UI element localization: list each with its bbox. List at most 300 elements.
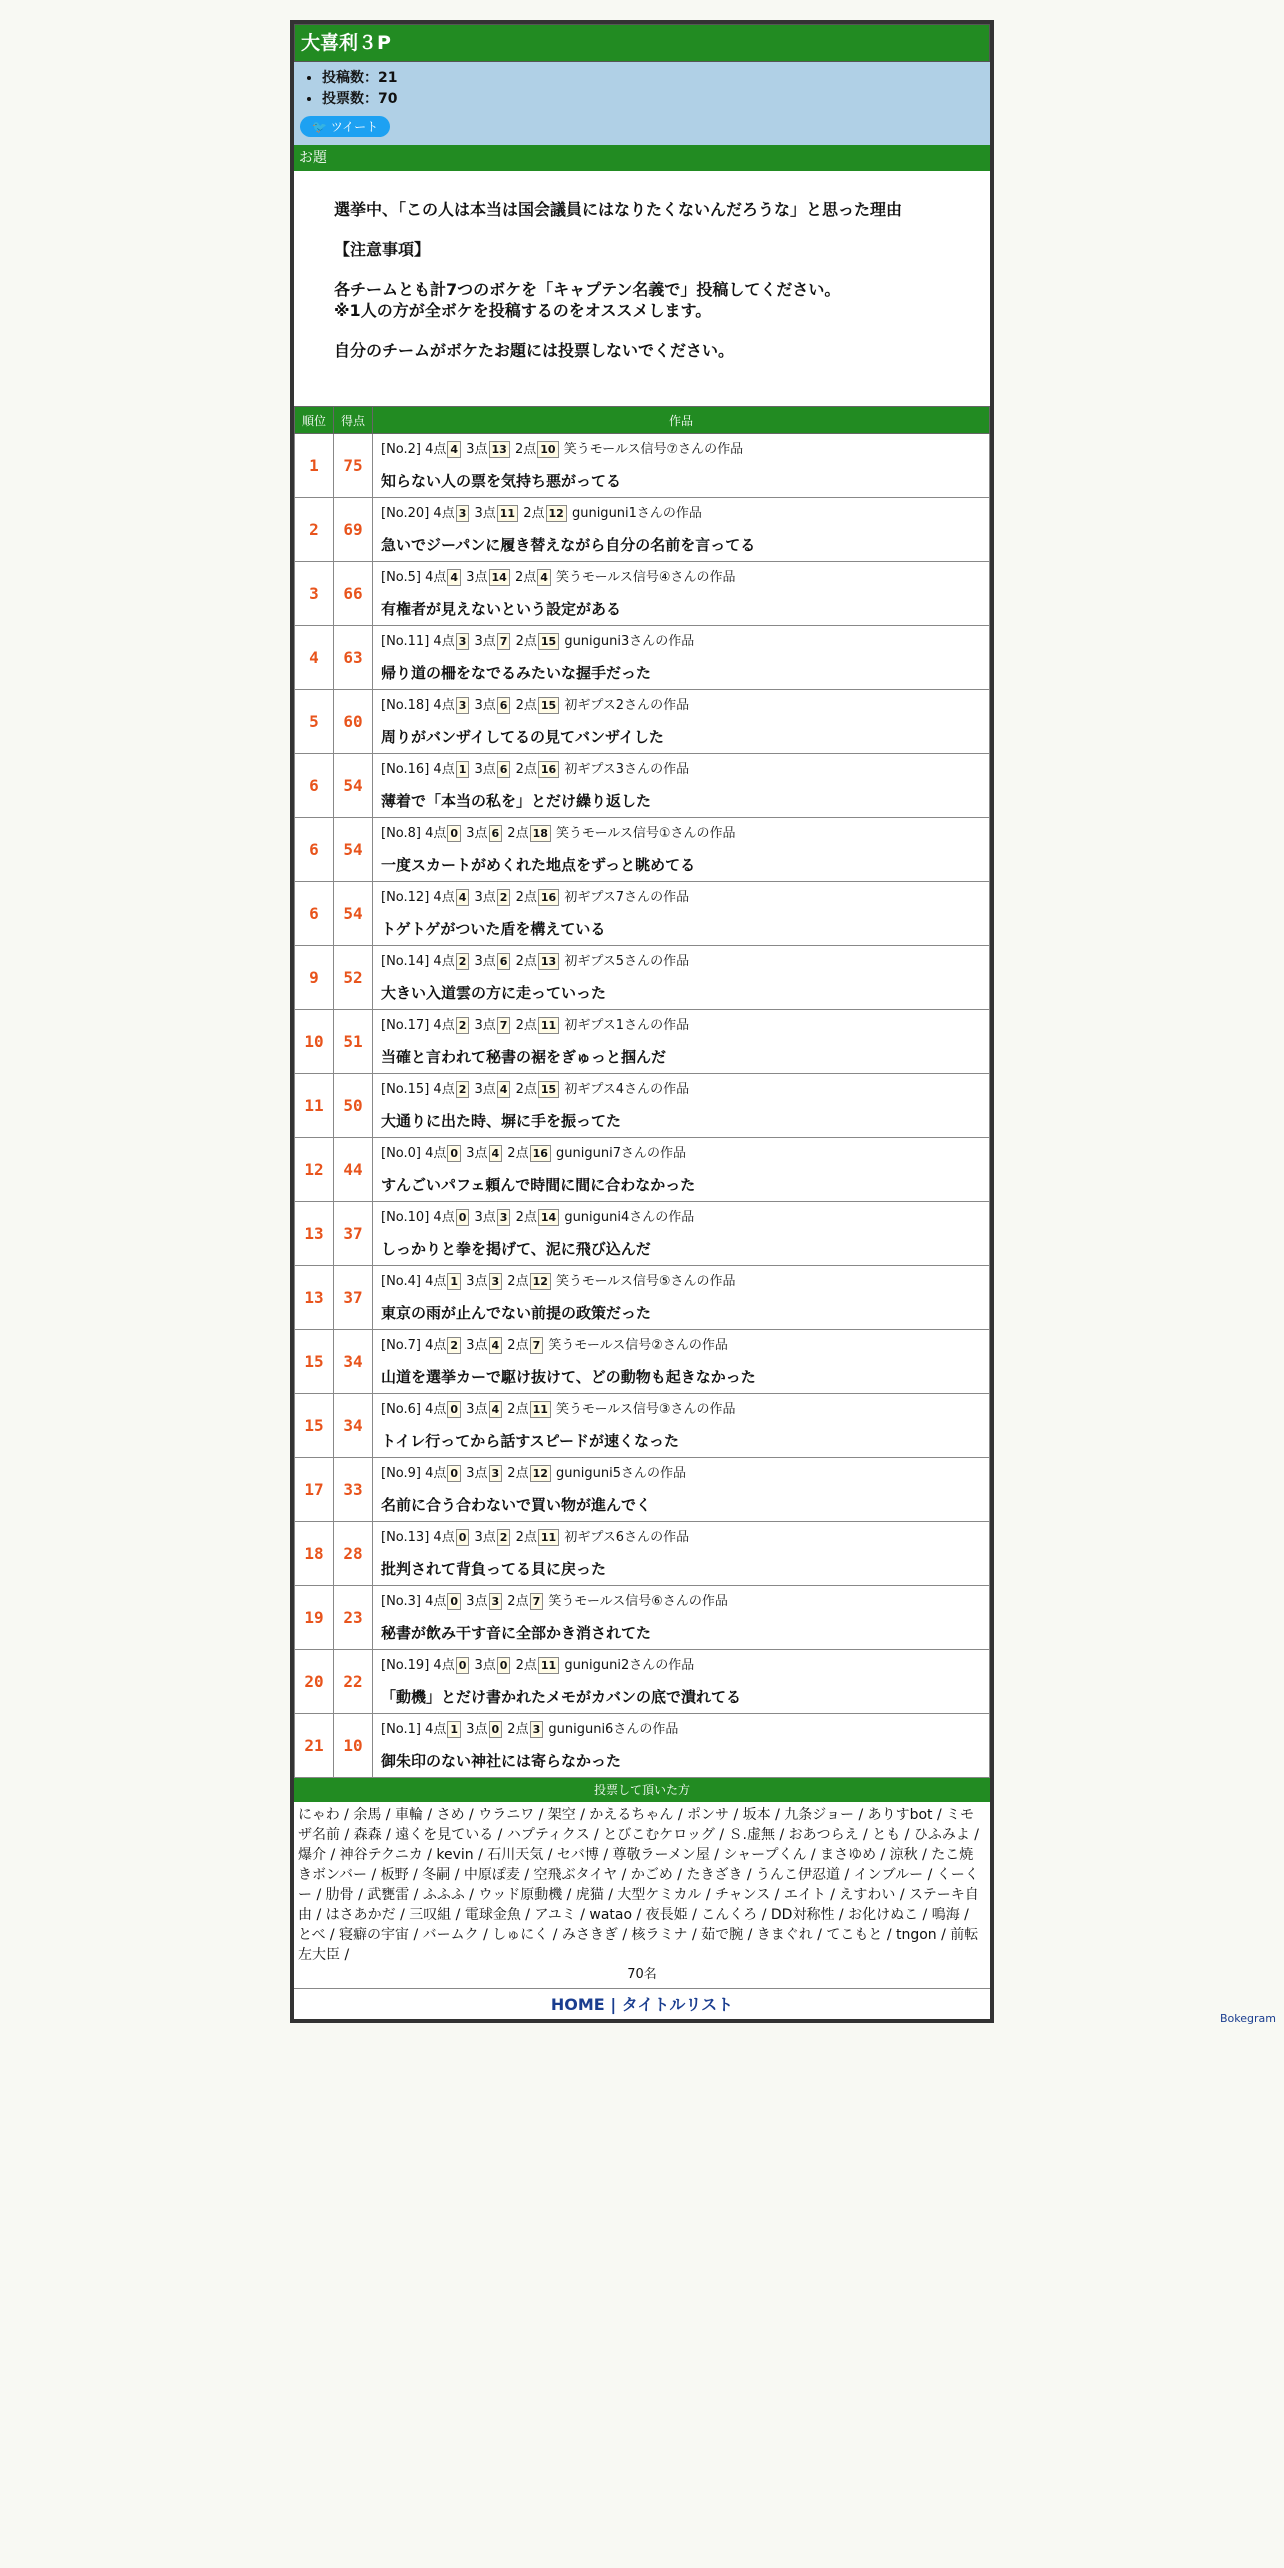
score-cell: 34 xyxy=(334,1330,373,1394)
rank-cell: 20 xyxy=(295,1650,334,1714)
entry-text: 大通りに出た時、塀に手を振ってた xyxy=(381,1111,622,1130)
entry-meta xyxy=(381,1145,989,1163)
points-2-count: 16 xyxy=(538,761,559,778)
footer-separator: | xyxy=(610,1995,617,2014)
points-2-label: 2点 xyxy=(515,1209,537,1225)
points-3-label: 3点 xyxy=(466,441,488,457)
score-cell: 34 xyxy=(334,1394,373,1458)
page-title: 大喜利３P xyxy=(294,24,990,62)
work-cell xyxy=(373,434,990,498)
points-2-count: 3 xyxy=(530,1721,544,1738)
points-3-label: 3点 xyxy=(474,505,496,521)
points-3-label: 3点 xyxy=(474,1209,496,1225)
table-row xyxy=(295,498,990,562)
points-2-label: 2点 xyxy=(507,1721,529,1737)
work-cell xyxy=(373,818,990,882)
points-4-count: 0 xyxy=(456,1657,470,1674)
work-cell xyxy=(373,1074,990,1138)
points-2-label: 2点 xyxy=(515,1017,537,1033)
rank-cell: 6 xyxy=(295,818,334,882)
work-cell xyxy=(373,946,990,1010)
work-cell xyxy=(373,562,990,626)
points-4-label: 4点 xyxy=(425,1145,447,1161)
voters-heading: 投票して頂いた方 xyxy=(294,1778,990,1802)
rank-cell: 11 xyxy=(295,1074,334,1138)
points-2-count: 11 xyxy=(538,1657,559,1674)
post-count: • 投稿数：21 xyxy=(322,68,984,89)
points-4-label: 4点 xyxy=(425,1465,447,1481)
entry-author: guniguni1さんの作品 xyxy=(571,505,702,521)
points-4-label: 4点 xyxy=(433,697,455,713)
score-cell: 37 xyxy=(334,1266,373,1330)
points-4-count: 3 xyxy=(456,633,470,650)
points-2-count: 12 xyxy=(530,1273,551,1290)
points-2-label: 2点 xyxy=(515,953,537,969)
points-3-label: 3点 xyxy=(466,1273,488,1289)
footer-nav xyxy=(294,1988,990,2019)
entry-meta xyxy=(381,633,989,651)
points-4-count: 0 xyxy=(447,1401,461,1418)
entry-text: トイレ行ってから話すスピードが速くなった xyxy=(381,1431,680,1450)
title-list-link[interactable]: タイトルリスト xyxy=(621,1995,734,2014)
points-3-count: 4 xyxy=(489,1145,503,1162)
table-row xyxy=(295,1458,990,1522)
page-container xyxy=(290,20,994,2023)
points-2-label: 2点 xyxy=(515,633,537,649)
entry-number: [No.3] xyxy=(381,1593,421,1609)
score-cell: 28 xyxy=(334,1522,373,1586)
entry-number: [No.4] xyxy=(381,1273,421,1289)
table-row xyxy=(295,1586,990,1650)
entry-meta xyxy=(381,1401,989,1419)
bokegram-link[interactable]: Bokegram xyxy=(1220,2012,1276,2025)
entry-text: トゲトゲがついた盾を構えている xyxy=(381,919,606,938)
entry-number: [No.13] xyxy=(381,1529,430,1545)
work-cell xyxy=(373,1522,990,1586)
table-row xyxy=(295,754,990,818)
entry-author: guniguni3さんの作品 xyxy=(564,633,695,649)
points-3-count: 3 xyxy=(489,1465,503,1482)
work-cell xyxy=(373,1266,990,1330)
points-4-label: 4点 xyxy=(433,953,455,969)
work-cell xyxy=(373,1330,990,1394)
rank-cell: 4 xyxy=(295,626,334,690)
rank-cell: 2 xyxy=(295,498,334,562)
entry-text: 「動機」とだけ書かれたメモがカバンの底で潰れてる xyxy=(381,1687,742,1706)
rank-cell: 6 xyxy=(295,882,334,946)
points-2-label: 2点 xyxy=(515,1081,537,1097)
points-3-count: 7 xyxy=(497,1017,511,1034)
prompt-rule: 自分のチームがボケたお題には投票しないでください。 xyxy=(334,341,735,360)
voter-names: にゃわ / 余馬 / 車輪 / さめ / ウラニワ / 架空 / かえるちゃん / ポンサ / 坂本 / 九条ジョー / ありすbot / ミモザ名前 / 森森 / 遠くを見ている / ハプティクス / とびこむケロッグ / Ｓ.虚無 / おあつらえ / とも / ひふみよ / 爆介 / 神谷テクニカ / kevin / 石川天気 / セバ博 / 尊敬ラーメン屋 / シャープくん / まさゆめ / 涼秋 / たこ焼きボンバー / 板野 / 冬嗣 / 中原ぽ麦 / 空飛ぶタイヤ / かごめ / たきざき / うんこ伊忍道 / インブルー / くーくー / 肋骨 / 武甕雷 / ふふふ / ウッド原動機 / 虎猫 / 大型ケミカル / チャンス / エイト / えすわい / ステーキ自由 / はさあかだ / 三叹組 / 電球金魚 / アユミ / watao / 夜長姫 / こんくろ / DD対称性 / お化けぬこ / 鳴海 / とべ / 寝癖の宇宙 / バームク / しゅにく / みさきぎ / 核ラミナ / 茹で腕 / きまぐれ / てこもと / tngon / 前転左大臣 / xyxy=(298,1807,980,1963)
points-4-label: 4点 xyxy=(433,1081,455,1097)
points-4-label: 4点 xyxy=(433,505,455,521)
points-3-count: 2 xyxy=(497,889,511,906)
points-3-count: 4 xyxy=(489,1337,503,1354)
points-3-count: 4 xyxy=(489,1401,503,1418)
prompt-notes-heading: 【注意事項】 xyxy=(334,240,431,259)
points-3-count: 3 xyxy=(497,1209,511,1226)
points-4-label: 4点 xyxy=(433,889,455,905)
points-2-count: 11 xyxy=(538,1017,559,1034)
points-2-label: 2点 xyxy=(515,1657,537,1673)
work-cell xyxy=(373,1202,990,1266)
points-2-label: 2点 xyxy=(523,505,545,521)
entry-number: [No.6] xyxy=(381,1401,421,1417)
voter-count: 70名 xyxy=(627,1967,657,1982)
points-4-label: 4点 xyxy=(425,1337,447,1353)
table-row xyxy=(295,1010,990,1074)
entry-author: 初ギプス2さんの作品 xyxy=(564,697,690,713)
points-3-label: 3点 xyxy=(474,633,496,649)
score-cell: 50 xyxy=(334,1074,373,1138)
entry-number: [No.19] xyxy=(381,1657,430,1673)
points-4-count: 2 xyxy=(456,1017,470,1034)
points-4-label: 4点 xyxy=(433,1209,455,1225)
points-3-label: 3点 xyxy=(466,1721,488,1737)
entry-author: 笑うモールス信号①さんの作品 xyxy=(556,825,736,841)
points-3-count: 0 xyxy=(497,1657,511,1674)
entry-text: 山道を選挙カーで駆け抜けて、どの動物も起きなかった xyxy=(381,1367,756,1386)
points-4-label: 4点 xyxy=(425,1593,447,1609)
points-2-count: 12 xyxy=(530,1465,551,1482)
points-4-label: 4点 xyxy=(425,569,447,585)
entry-meta xyxy=(381,697,989,715)
entry-meta xyxy=(381,889,989,907)
points-2-label: 2点 xyxy=(514,569,537,585)
score-cell: 52 xyxy=(334,946,373,1010)
score-cell: 51 xyxy=(334,1010,373,1074)
points-2-count: 14 xyxy=(538,1209,559,1226)
rank-cell: 19 xyxy=(295,1586,334,1650)
points-3-label: 3点 xyxy=(474,697,496,713)
points-4-count: 0 xyxy=(456,1529,470,1546)
entry-author: guniguni7さんの作品 xyxy=(556,1145,686,1161)
entry-meta xyxy=(381,1657,989,1675)
entry-text: 大きい入道雲の方に走っていった xyxy=(381,983,607,1002)
points-2-label: 2点 xyxy=(515,889,537,905)
points-4-count: 2 xyxy=(456,1081,470,1098)
entry-author: 笑うモールス信号④さんの作品 xyxy=(556,569,736,585)
points-2-label: 2点 xyxy=(515,1529,537,1545)
score-cell: 66 xyxy=(334,562,373,626)
score-cell: 63 xyxy=(334,626,373,690)
points-4-label: 4点 xyxy=(433,633,455,649)
entry-text: 周りがバンザイしてるの見てバンザイした xyxy=(381,727,664,746)
points-4-label: 4点 xyxy=(425,825,447,841)
points-2-count: 4 xyxy=(537,569,551,586)
rank-header: 順位 xyxy=(295,407,334,434)
entry-meta xyxy=(381,1465,989,1483)
entry-author: 笑うモールス信号⑤さんの作品 xyxy=(556,1273,736,1289)
work-cell xyxy=(373,1458,990,1522)
entry-text: 批判されて背負ってる貝に戻った xyxy=(381,1559,607,1578)
points-3-label: 3点 xyxy=(474,1081,496,1097)
voters-list xyxy=(294,1802,990,1988)
table-row xyxy=(295,1074,990,1138)
entry-meta xyxy=(381,1081,989,1099)
entry-number: [No.5] xyxy=(381,569,421,585)
points-3-count: 3 xyxy=(489,1593,503,1610)
ranking-table xyxy=(294,406,990,1778)
score-cell: 10 xyxy=(334,1714,373,1778)
points-4-count: 1 xyxy=(447,1273,461,1290)
points-3-count: 4 xyxy=(497,1081,511,1098)
rank-cell: 6 xyxy=(295,754,334,818)
rank-cell: 21 xyxy=(295,1714,334,1778)
work-cell xyxy=(373,1650,990,1714)
entry-text: 帰り道の柵をなでるみたいな握手だった xyxy=(381,663,652,682)
points-4-count: 0 xyxy=(447,1465,461,1482)
points-4-count: 0 xyxy=(447,1593,461,1610)
entry-author: 笑うモールス信号⑥さんの作品 xyxy=(548,1593,728,1609)
points-4-label: 4点 xyxy=(425,1273,447,1289)
entry-number: [No.1] xyxy=(381,1721,421,1737)
points-4-count: 1 xyxy=(447,1721,461,1738)
entry-text: 薄着で「本当の私を」とだけ繰り返した xyxy=(381,791,652,810)
entry-text: 東京の雨が止んでない前提の政策だった xyxy=(381,1303,652,1322)
table-row xyxy=(295,882,990,946)
points-4-label: 4点 xyxy=(433,1657,455,1673)
rank-cell: 9 xyxy=(295,946,334,1010)
rank-cell: 15 xyxy=(295,1394,334,1458)
entry-number: [No.18] xyxy=(381,697,430,713)
entry-meta xyxy=(381,441,989,459)
work-cell xyxy=(373,882,990,946)
stats-panel xyxy=(294,62,990,145)
points-4-count: 4 xyxy=(447,569,461,586)
entry-number: [No.11] xyxy=(381,633,430,649)
points-4-count: 4 xyxy=(447,441,461,458)
table-row xyxy=(295,562,990,626)
work-cell xyxy=(373,1138,990,1202)
points-3-count: 6 xyxy=(489,825,503,842)
points-3-count: 0 xyxy=(489,1721,503,1738)
points-2-label: 2点 xyxy=(507,1401,529,1417)
points-3-label: 3点 xyxy=(474,953,496,969)
prompt-body xyxy=(294,171,990,406)
rank-cell: 3 xyxy=(295,562,334,626)
points-2-label: 2点 xyxy=(515,697,537,713)
table-row xyxy=(295,1714,990,1778)
entry-text: 秘書が飲み干す音に全部かき消されてた xyxy=(381,1623,652,1642)
points-3-count: 2 xyxy=(497,1529,511,1546)
score-cell: 60 xyxy=(334,690,373,754)
entry-author: 笑うモールス信号⑦さんの作品 xyxy=(563,441,744,457)
score-cell: 54 xyxy=(334,818,373,882)
entry-text: しっかりと拳を掲げて、泥に飛び込んだ xyxy=(381,1239,651,1258)
work-cell xyxy=(373,626,990,690)
entry-author: 初ギプス6さんの作品 xyxy=(564,1529,690,1545)
rank-cell: 5 xyxy=(295,690,334,754)
home-link[interactable]: HOME xyxy=(550,1995,605,2014)
points-3-count: 14 xyxy=(489,569,510,586)
rank-cell: 13 xyxy=(295,1266,334,1330)
points-3-label: 3点 xyxy=(466,1593,488,1609)
entry-text: 当確と言われて秘書の裾をぎゅっと掴んだ xyxy=(381,1047,667,1066)
entry-author: 初ギプス1さんの作品 xyxy=(564,1017,690,1033)
rank-cell: 12 xyxy=(295,1138,334,1202)
table-row xyxy=(295,690,990,754)
prompt-rule: 各チームとも計7つのボケを「キャプテン名義で」投稿してください。 ※1人の方が全ボケを投稿するのをオススメします。 xyxy=(334,280,841,320)
vote-count: • 投票数：70 xyxy=(322,89,984,110)
points-2-count: 16 xyxy=(538,889,559,906)
points-4-label: 4点 xyxy=(425,1721,447,1737)
work-header: 作品 xyxy=(373,407,990,434)
tweet-label: ツイート xyxy=(330,120,379,134)
entry-meta xyxy=(381,953,989,971)
work-cell xyxy=(373,498,990,562)
entry-text: すんごいパフェ頼んで時間に間に合わなかった xyxy=(381,1175,696,1194)
entry-meta xyxy=(381,761,989,779)
score-cell: 33 xyxy=(334,1458,373,1522)
theme-label: お題 xyxy=(294,145,990,171)
rank-cell: 1 xyxy=(295,434,334,498)
entry-text: 急いでジーパンに履き替えながら自分の名前を言ってる xyxy=(381,535,756,554)
entry-author: 初ギプス7さんの作品 xyxy=(564,889,690,905)
points-3-label: 3点 xyxy=(466,1401,488,1417)
points-4-count: 0 xyxy=(447,825,461,842)
table-row xyxy=(295,818,990,882)
points-3-label: 3点 xyxy=(466,1145,488,1161)
points-2-label: 2点 xyxy=(514,441,537,457)
points-4-label: 4点 xyxy=(433,761,455,777)
table-row xyxy=(295,1330,990,1394)
table-row xyxy=(295,626,990,690)
entry-author: guniguni4さんの作品 xyxy=(564,1209,695,1225)
score-cell: 23 xyxy=(334,1586,373,1650)
points-2-label: 2点 xyxy=(507,1273,529,1289)
entry-number: [No.17] xyxy=(381,1017,430,1033)
entry-number: [No.16] xyxy=(381,761,430,777)
entry-number: [No.7] xyxy=(381,1337,421,1353)
score-header: 得点 xyxy=(334,407,373,434)
entry-number: [No.8] xyxy=(381,825,421,841)
points-2-label: 2点 xyxy=(507,1465,529,1481)
score-cell: 22 xyxy=(334,1650,373,1714)
points-2-count: 18 xyxy=(530,825,551,842)
entry-meta xyxy=(381,505,989,523)
points-3-label: 3点 xyxy=(466,825,488,841)
points-4-count: 3 xyxy=(456,697,470,714)
entry-meta xyxy=(381,1593,989,1611)
entry-number: [No.10] xyxy=(381,1209,430,1225)
points-2-count: 15 xyxy=(538,633,559,650)
points-3-count: 6 xyxy=(497,761,511,778)
points-3-count: 6 xyxy=(497,953,511,970)
points-4-count: 2 xyxy=(447,1337,461,1354)
points-3-label: 3点 xyxy=(474,1017,496,1033)
table-row xyxy=(295,1202,990,1266)
points-2-count: 13 xyxy=(538,953,559,970)
work-cell xyxy=(373,1714,990,1778)
work-cell xyxy=(373,1394,990,1458)
entry-author: 笑うモールス信号③さんの作品 xyxy=(556,1401,736,1417)
points-3-label: 3点 xyxy=(474,889,496,905)
points-3-label: 3点 xyxy=(474,1657,496,1673)
entry-meta xyxy=(381,1721,989,1739)
entry-author: 初ギプス3さんの作品 xyxy=(564,761,690,777)
score-cell: 69 xyxy=(334,498,373,562)
points-2-count: 10 xyxy=(537,441,558,458)
table-row xyxy=(295,1650,990,1714)
table-row xyxy=(295,1138,990,1202)
entry-number: [No.0] xyxy=(381,1145,421,1161)
rank-cell: 10 xyxy=(295,1010,334,1074)
entry-text: 有権者が見えないという設定がある xyxy=(381,599,622,618)
points-4-label: 4点 xyxy=(433,1017,455,1033)
entry-author: 初ギプス5さんの作品 xyxy=(564,953,690,969)
points-2-count: 15 xyxy=(538,1081,559,1098)
points-3-count: 6 xyxy=(497,697,511,714)
table-row xyxy=(295,1522,990,1586)
entry-number: [No.12] xyxy=(381,889,430,905)
work-cell xyxy=(373,754,990,818)
points-4-label: 4点 xyxy=(433,1529,455,1545)
rank-cell: 13 xyxy=(295,1202,334,1266)
table-row xyxy=(295,434,990,498)
points-2-count: 7 xyxy=(530,1337,544,1354)
work-cell xyxy=(373,1010,990,1074)
points-2-count: 15 xyxy=(538,697,559,714)
points-4-label: 4点 xyxy=(425,441,447,457)
points-2-label: 2点 xyxy=(507,825,529,841)
table-row xyxy=(295,1266,990,1330)
score-cell: 54 xyxy=(334,754,373,818)
points-3-count: 7 xyxy=(497,633,511,650)
points-2-label: 2点 xyxy=(507,1337,529,1353)
rank-cell: 17 xyxy=(295,1458,334,1522)
points-3-label: 3点 xyxy=(474,761,496,777)
score-cell: 44 xyxy=(334,1138,373,1202)
points-3-count: 3 xyxy=(489,1273,503,1290)
entry-number: [No.9] xyxy=(381,1465,421,1481)
points-4-count: 1 xyxy=(456,761,470,778)
entry-meta xyxy=(381,1337,989,1355)
points-4-label: 4点 xyxy=(425,1401,447,1417)
twitter-bird-icon: 🐦 xyxy=(312,120,327,134)
points-2-label: 2点 xyxy=(507,1145,529,1161)
points-4-count: 0 xyxy=(447,1145,461,1162)
points-4-count: 0 xyxy=(456,1209,470,1226)
entry-author: guniguni2さんの作品 xyxy=(564,1657,695,1673)
points-4-count: 2 xyxy=(456,953,470,970)
points-2-count: 11 xyxy=(530,1401,551,1418)
rank-cell: 15 xyxy=(295,1330,334,1394)
points-4-count: 3 xyxy=(456,505,470,522)
entry-author: 笑うモールス信号②さんの作品 xyxy=(548,1337,728,1353)
points-3-label: 3点 xyxy=(466,569,488,585)
work-cell xyxy=(373,1586,990,1650)
entry-number: [No.14] xyxy=(381,953,430,969)
entry-meta xyxy=(381,1209,989,1227)
points-2-count: 16 xyxy=(530,1145,551,1162)
points-2-label: 2点 xyxy=(515,761,537,777)
score-cell: 75 xyxy=(334,434,373,498)
points-2-label: 2点 xyxy=(507,1593,529,1609)
entry-text: 御朱印のない神社には寄らなかった xyxy=(381,1751,622,1770)
tweet-button[interactable] xyxy=(300,116,390,137)
entry-number: [No.15] xyxy=(381,1081,430,1097)
entry-author: guniguni5さんの作品 xyxy=(556,1465,686,1481)
prompt-question: 選挙中、「この人は本当は国会議員にはなりたくないんだろうな」と思った理由 xyxy=(334,200,903,219)
entry-number: [No.2] xyxy=(381,441,421,457)
score-cell: 37 xyxy=(334,1202,373,1266)
entry-meta xyxy=(381,1273,989,1291)
entry-meta xyxy=(381,825,989,843)
points-4-count: 4 xyxy=(456,889,470,906)
entry-text: 一度スカートがめくれた地点をずっと眺めてる xyxy=(381,855,696,874)
